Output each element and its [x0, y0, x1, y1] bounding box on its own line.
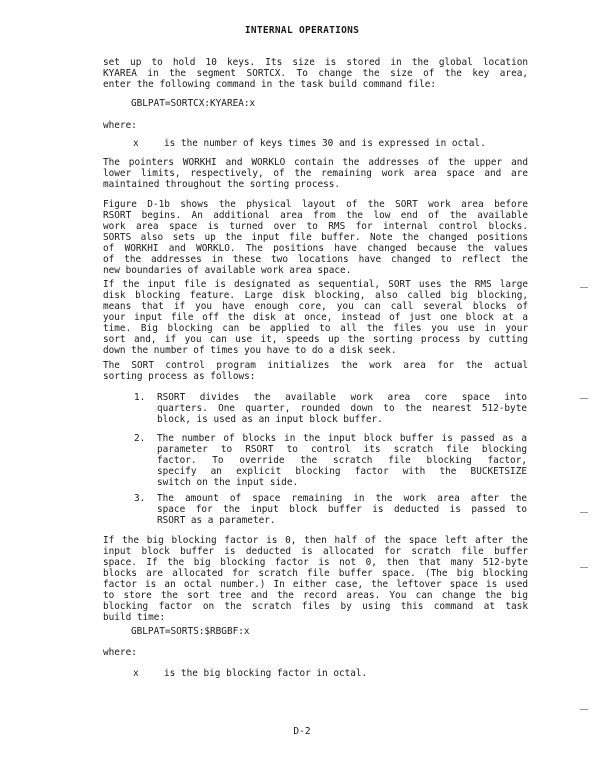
text-line: sorting process as follows:: [103, 371, 256, 382]
text-line: Figure D-1b shows the physical layout of the SORT work area before: [103, 199, 528, 210]
text-line: new boundaries of available work area space.: [103, 265, 352, 276]
where-label: where:: [103, 120, 137, 131]
text-line: The number of blocks in the input block buffer is passed as a: [157, 433, 527, 444]
text-line: build time:: [103, 612, 166, 623]
definition-text: is the number of keys times 30 and is expressed in octal.: [164, 138, 486, 149]
change-bar-mark: [580, 709, 588, 710]
text-line: your input file off the disk at once, instead of just one block at a: [103, 312, 528, 323]
list-number: 3.: [134, 493, 146, 504]
change-bar-mark: [580, 398, 588, 399]
text-line: block, is used as an input block buffer.: [157, 414, 383, 425]
text-line: blocks are allocated for scratch file buffer space. (The big blocking: [103, 568, 528, 579]
text-line: disk blocking feature. Large disk blocking, also called big blocking,: [103, 290, 528, 301]
paragraph-figure-layout: [103, 199, 528, 276]
text-line: The SORT control program initializes the work area for the actual: [103, 360, 528, 371]
paragraph-key-area: [103, 57, 528, 90]
list-item: [157, 433, 527, 488]
definition-text: is the big blocking factor in octal.: [164, 668, 368, 679]
text-line: down the number of times you have to do a disk seek.: [103, 345, 397, 356]
text-line: The pointers WORKHI and WORKLO contain the addresses of the upper and: [103, 157, 528, 168]
change-bar-mark: [580, 512, 588, 513]
text-line: to store the sort tree and the record areas. You can change the big: [103, 590, 528, 601]
command-gblpat-kyarea: GBLPAT=SORTCX:KYAREA:x: [131, 98, 256, 109]
text-line: switch on the input side.: [157, 477, 299, 488]
text-line: factor. To override the scratch file blocking factor,: [157, 455, 527, 466]
list-item: [157, 392, 527, 425]
text-line: sort and, if you can use it, speeds up the sorting process by cutting: [103, 334, 528, 345]
text-line: KYAREA in the segment SORTCX. To change the size of the key area,: [103, 68, 528, 79]
paragraph-blocking-factor: [103, 535, 528, 623]
text-line: lower limits, respectively, of the remaining work area space and are: [103, 168, 528, 179]
paragraph-control-program: [103, 360, 528, 382]
text-line: work area space is turned over to RMS for internal control blocks.: [103, 221, 528, 232]
text-line: RSORT as a parameter.: [157, 515, 276, 526]
text-line: space for the input block buffer is deducted is passed to: [157, 504, 527, 515]
text-line: quarters. One quarter, rounded down to the nearest 512-byte: [157, 403, 527, 414]
text-line: SORTS also sets up the input file buffer. Note the changed positions: [103, 232, 528, 243]
text-line: factor is an octal number.) In either case, the leftover space is used: [103, 579, 528, 590]
text-line: set up to hold 10 keys. Its size is stored in the global location: [103, 57, 528, 68]
text-line: The amount of space remaining in the work area after the: [157, 493, 527, 504]
text-line: of WORKHI and WORKLO. The positions have changed because the values: [103, 243, 528, 254]
text-line: time. Big blocking can be applied to all the files you use in your: [103, 323, 528, 334]
list-number: 1.: [134, 392, 146, 403]
definition-term: x: [133, 668, 139, 679]
where-label: where:: [103, 647, 137, 658]
definition-term: x: [133, 138, 139, 149]
text-line: input block buffer is deducted is allocated for scratch file buffer: [103, 546, 528, 557]
running-header: INTERNAL OPERATIONS: [244, 25, 360, 36]
text-line: parameter to RSORT to control its scratch file blocking: [157, 444, 527, 455]
paragraph-big-blocking: [103, 279, 528, 356]
paragraph-pointers: [103, 157, 528, 190]
page-number: D-2: [293, 726, 311, 737]
text-line: means that if you have enough core, you can call several blocks of: [103, 301, 528, 312]
text-line: RSORT begins. An additional area from the low end of the available: [103, 210, 528, 221]
change-bar-mark: [580, 287, 588, 288]
text-line: blocking factor on the scratch files by using this command at task: [103, 601, 528, 612]
text-line: specify an explicit blocking factor with the BUCKETSIZE: [157, 466, 527, 477]
text-line: space. If the big blocking factor is not 0, then that many 512-byte: [103, 557, 528, 568]
text-line: of the addresses in these two locations have changed to reflect the: [103, 254, 528, 265]
change-bar-mark: [580, 567, 588, 568]
command-gblpat-rbgbf: GBLPAT=SORTS:$RBGBF:x: [131, 626, 250, 637]
text-line: If the big blocking factor is 0, then half of the space left after the: [103, 535, 528, 546]
text-line: maintained throughout the sorting process.: [103, 179, 341, 190]
text-line: enter the following command in the task build command file:: [103, 79, 437, 90]
list-number: 2.: [134, 433, 146, 444]
text-line: RSORT divides the available work area core space into: [157, 392, 527, 403]
text-line: If the input file is designated as sequential, SORT uses the RMS large: [103, 279, 528, 290]
list-item: [157, 493, 527, 526]
